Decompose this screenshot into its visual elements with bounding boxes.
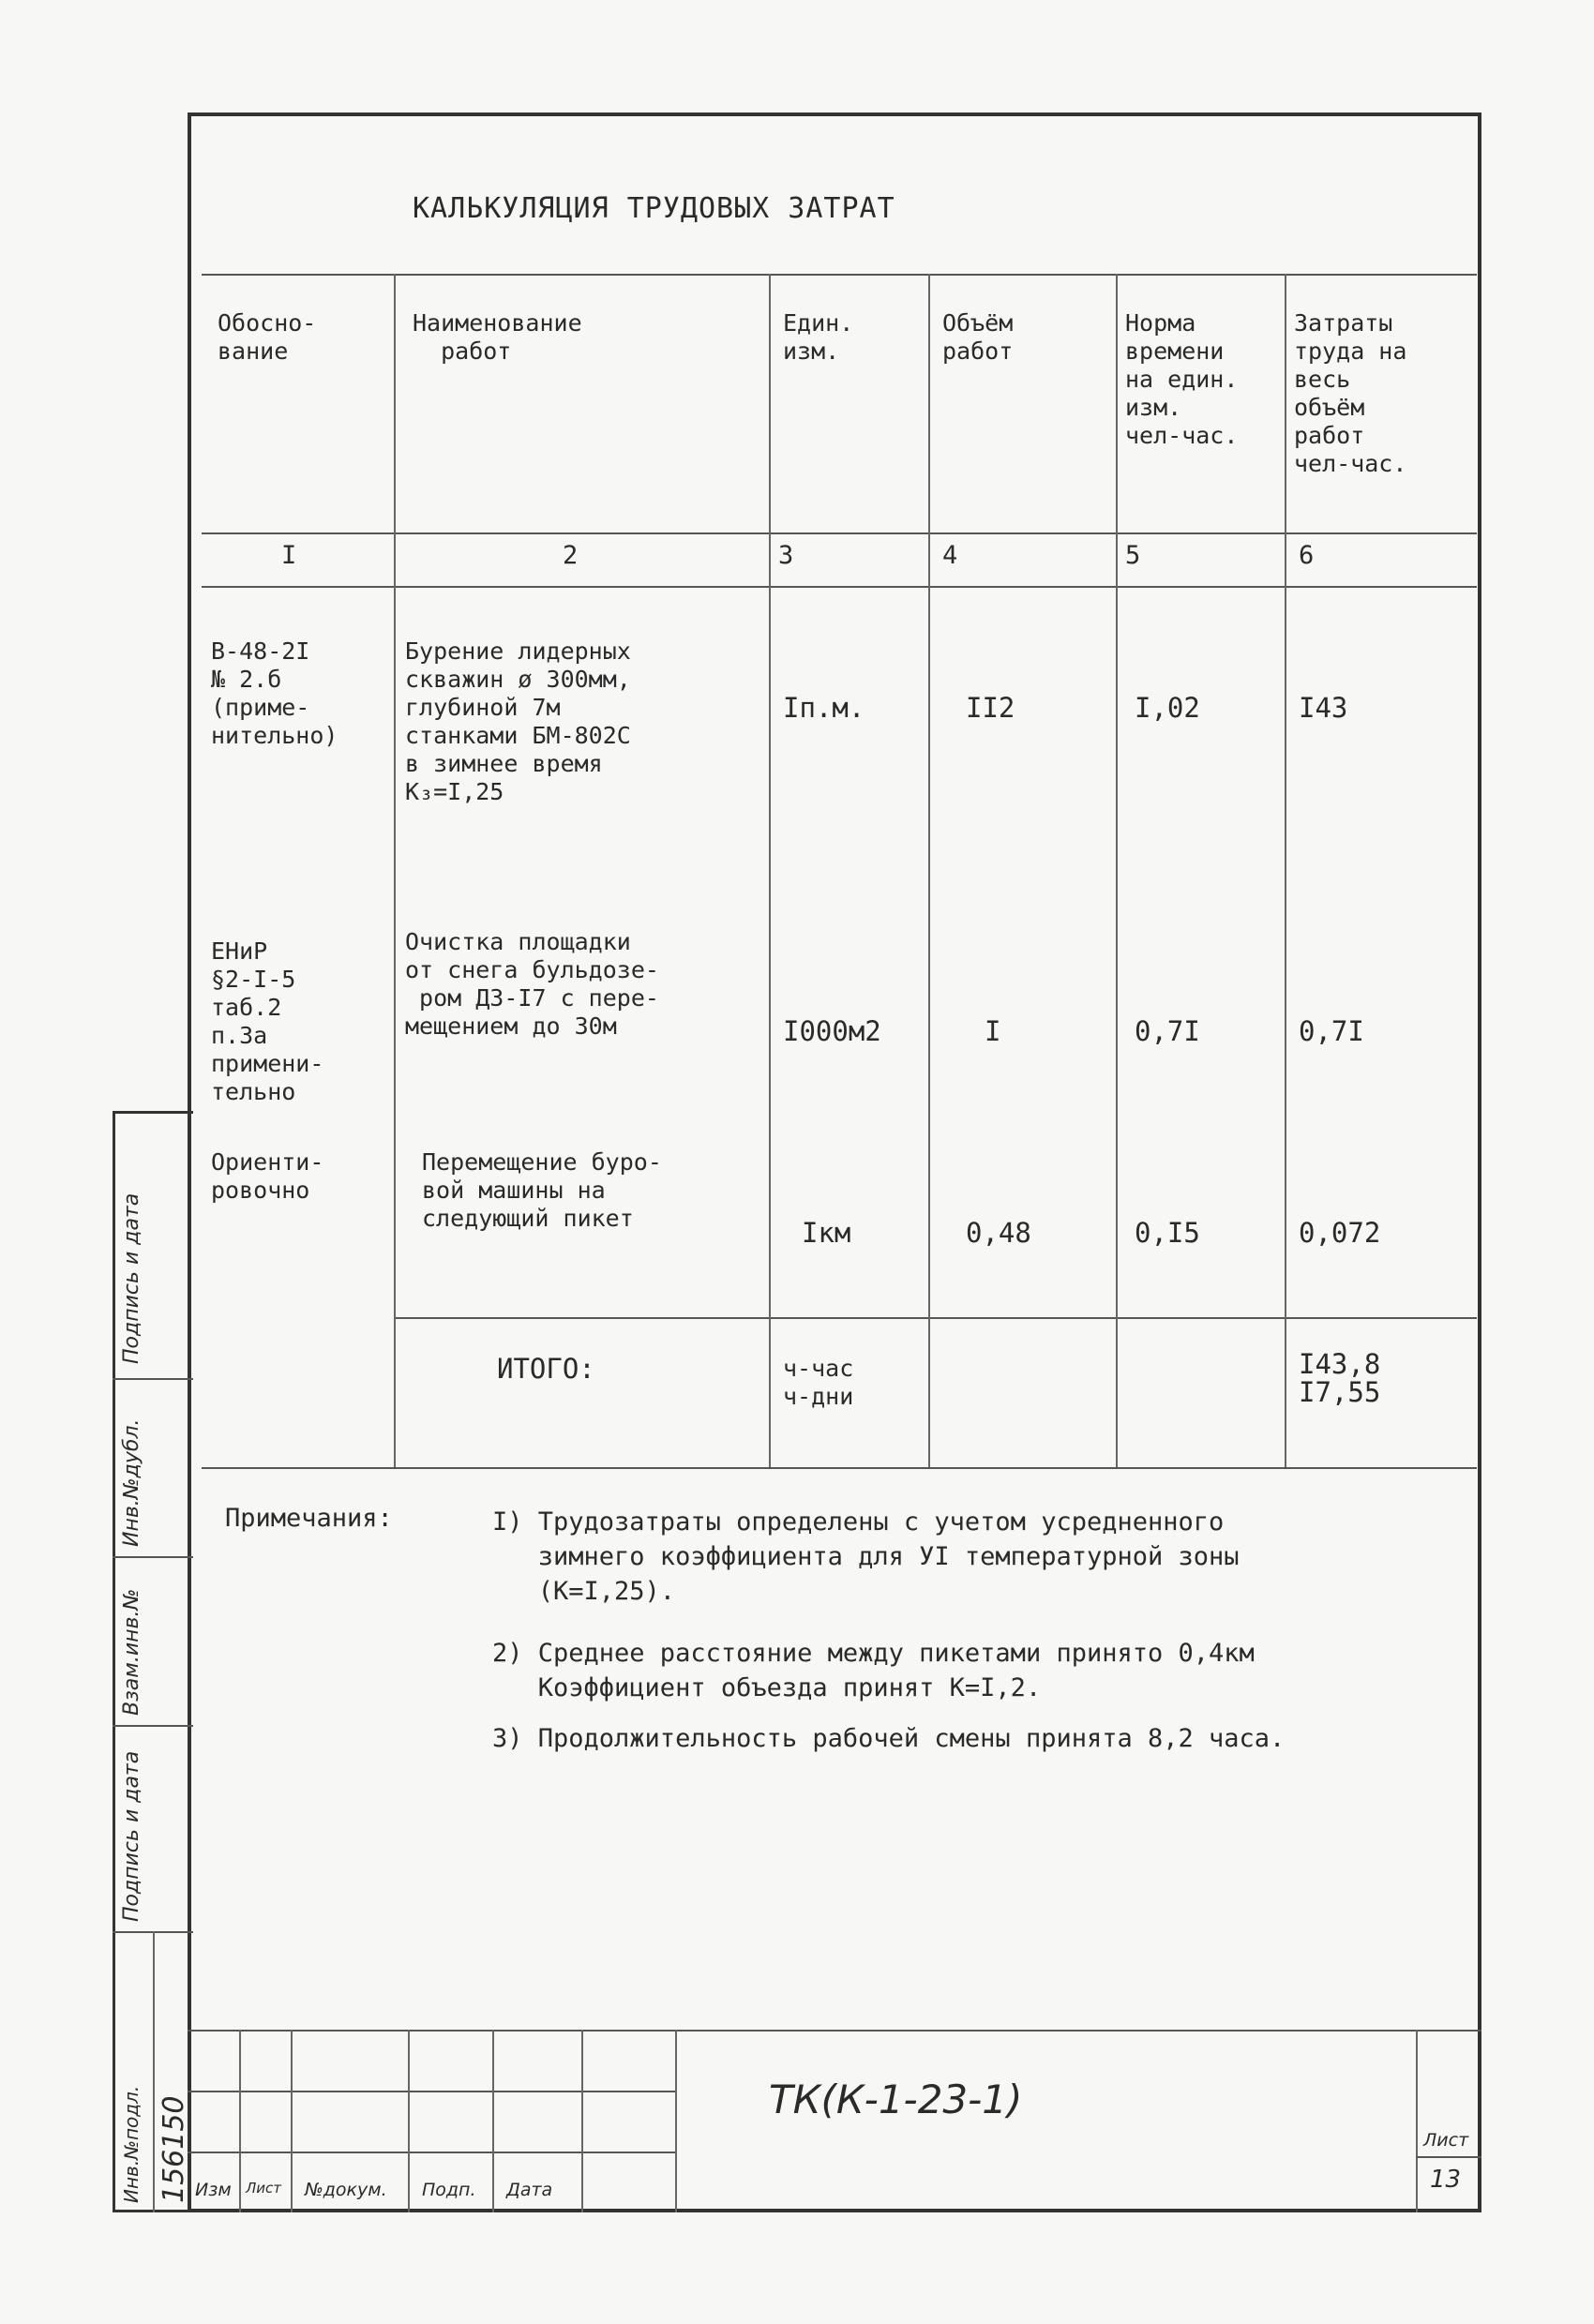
total-label: ИТОГО: (497, 1353, 595, 1385)
sheet-number: 13 (1430, 2166, 1462, 2194)
stamp-row-rule-1 (188, 2091, 675, 2092)
side-label-sign-date-top: Подпись и дата (120, 1192, 143, 1364)
table-bottom-rule (202, 1467, 1477, 1469)
col-divider-3 (928, 274, 930, 1467)
colnum-2: 2 (563, 541, 579, 570)
note-1: I) Трудозатраты определены с учетом усредненного зимнего коэффициента для УI температурной зоны (К=I,25). (492, 1507, 1240, 1606)
header-norm: Норма времени на един. изм. чел-час. (1125, 309, 1239, 449)
stamp-col-3 (408, 2030, 410, 2212)
stamp-col-label-change: Изм (195, 2180, 232, 2200)
col-divider-1 (394, 274, 396, 1467)
row1-name: Бурение лидерных скважин ø 300мм, глубиной 7м станками БМ-802С в зимнее время К₃=I,25 (405, 637, 631, 805)
stamp-col-2 (291, 2030, 293, 2212)
side-divider-3 (113, 1725, 193, 1727)
side-label-inv-orig: Инв.№подл. (120, 2085, 143, 2203)
stamp-col-4 (492, 2030, 494, 2212)
row3-total: 0,072 (1299, 1217, 1381, 1249)
header-total: Затраты труда на весь объём работ чел-час. (1294, 309, 1407, 477)
header-volume: Объём работ (942, 309, 1014, 365)
row2-unit: I000м2 (783, 1015, 881, 1047)
row1-unit: Iп.м. (783, 692, 865, 724)
row3-volume: 0,48 (966, 1217, 1031, 1249)
side-label-sign-date-bottom: Подпись и дата (120, 1750, 143, 1922)
colnum-3: 3 (778, 541, 794, 570)
side-label-replace-inv: Взам.инв.№ (120, 1588, 143, 1716)
row1-total: I43 (1299, 692, 1348, 724)
inventory-number: 156150 (158, 2095, 190, 2203)
page-title: КАЛЬКУЛЯЦИЯ ТРУДОВЫХ ЗАТРАТ (413, 192, 895, 225)
stamp-col-1 (239, 2030, 241, 2212)
stamp-col-sheet (1416, 2030, 1418, 2212)
total-values: I43,8 I7,55 (1299, 1348, 1381, 1408)
stamp-top-rule (188, 2030, 1481, 2032)
row2-basis: ЕНиР §2-I-5 таб.2 п.3а примени- тельно (211, 937, 324, 1105)
colnum-5: 5 (1125, 541, 1141, 570)
total-rule (394, 1317, 1477, 1319)
page-frame (188, 112, 1481, 2212)
col-divider-2 (769, 274, 771, 1467)
row3-unit: Iкм (802, 1217, 851, 1249)
col-divider-4 (1116, 274, 1118, 1467)
row3-name: Перемещение буро- вой машины на следующий пикет (422, 1148, 662, 1232)
stamp-col-5 (581, 2030, 583, 2212)
stamp-col-label-docnum: №докум. (305, 2180, 387, 2200)
colnum-4: 4 (942, 541, 958, 570)
row2-volume: I (985, 1015, 1001, 1047)
row3-basis: Ориенти- ровочно (211, 1148, 324, 1204)
row1-volume: II2 (966, 692, 1015, 724)
row1-norm: I,02 (1135, 692, 1200, 724)
header-unit: Един. изм. (783, 309, 854, 365)
stamp-row-rule-2 (188, 2152, 675, 2153)
stamp-col-label-sheet: Лист (246, 2180, 282, 2197)
side-label-inv-dupl: Инв.№дубл. (120, 1418, 143, 1547)
stamp-sheet-rule (1416, 2156, 1481, 2158)
stamp-col-label-signature: Подп. (422, 2180, 476, 2200)
side-split (153, 1931, 155, 2212)
total-units: ч-час ч-дни (783, 1355, 854, 1410)
header-basis: Обосно- вание (218, 309, 317, 365)
row1-basis: В-48-2I № 2.б (приме- нительно) (211, 637, 338, 749)
sheet-label: Лист (1423, 2130, 1469, 2151)
colnum-6: 6 (1299, 541, 1315, 570)
notes-label: Примечания: (225, 1504, 393, 1533)
stamp-col-6 (675, 2030, 677, 2212)
row2-norm: 0,7I (1135, 1015, 1200, 1047)
stamp-col-label-date: Дата (506, 2180, 553, 2200)
note-3: 3) Продолжительность рабочей смены принята 8,2 часа. (492, 1724, 1286, 1753)
row3-norm: 0,I5 (1135, 1217, 1200, 1249)
row2-total: 0,7I (1299, 1015, 1364, 1047)
side-divider-2 (113, 1556, 193, 1558)
side-divider-1 (113, 1378, 193, 1380)
header-name: Наименование работ (413, 309, 582, 365)
col-divider-5 (1285, 274, 1286, 1467)
row2-name: Очистка площадки от снега бульдозе- ром ДЗ-I7 с пере- мещением до 30м (405, 928, 659, 1040)
document-code: ТК(К-1-23-1) (769, 2077, 1023, 2122)
colnum-1: I (281, 541, 297, 570)
note-2: 2) Среднее расстояние между пикетами принято 0,4км Коэффициент объезда принят К=I,2. (492, 1639, 1255, 1702)
